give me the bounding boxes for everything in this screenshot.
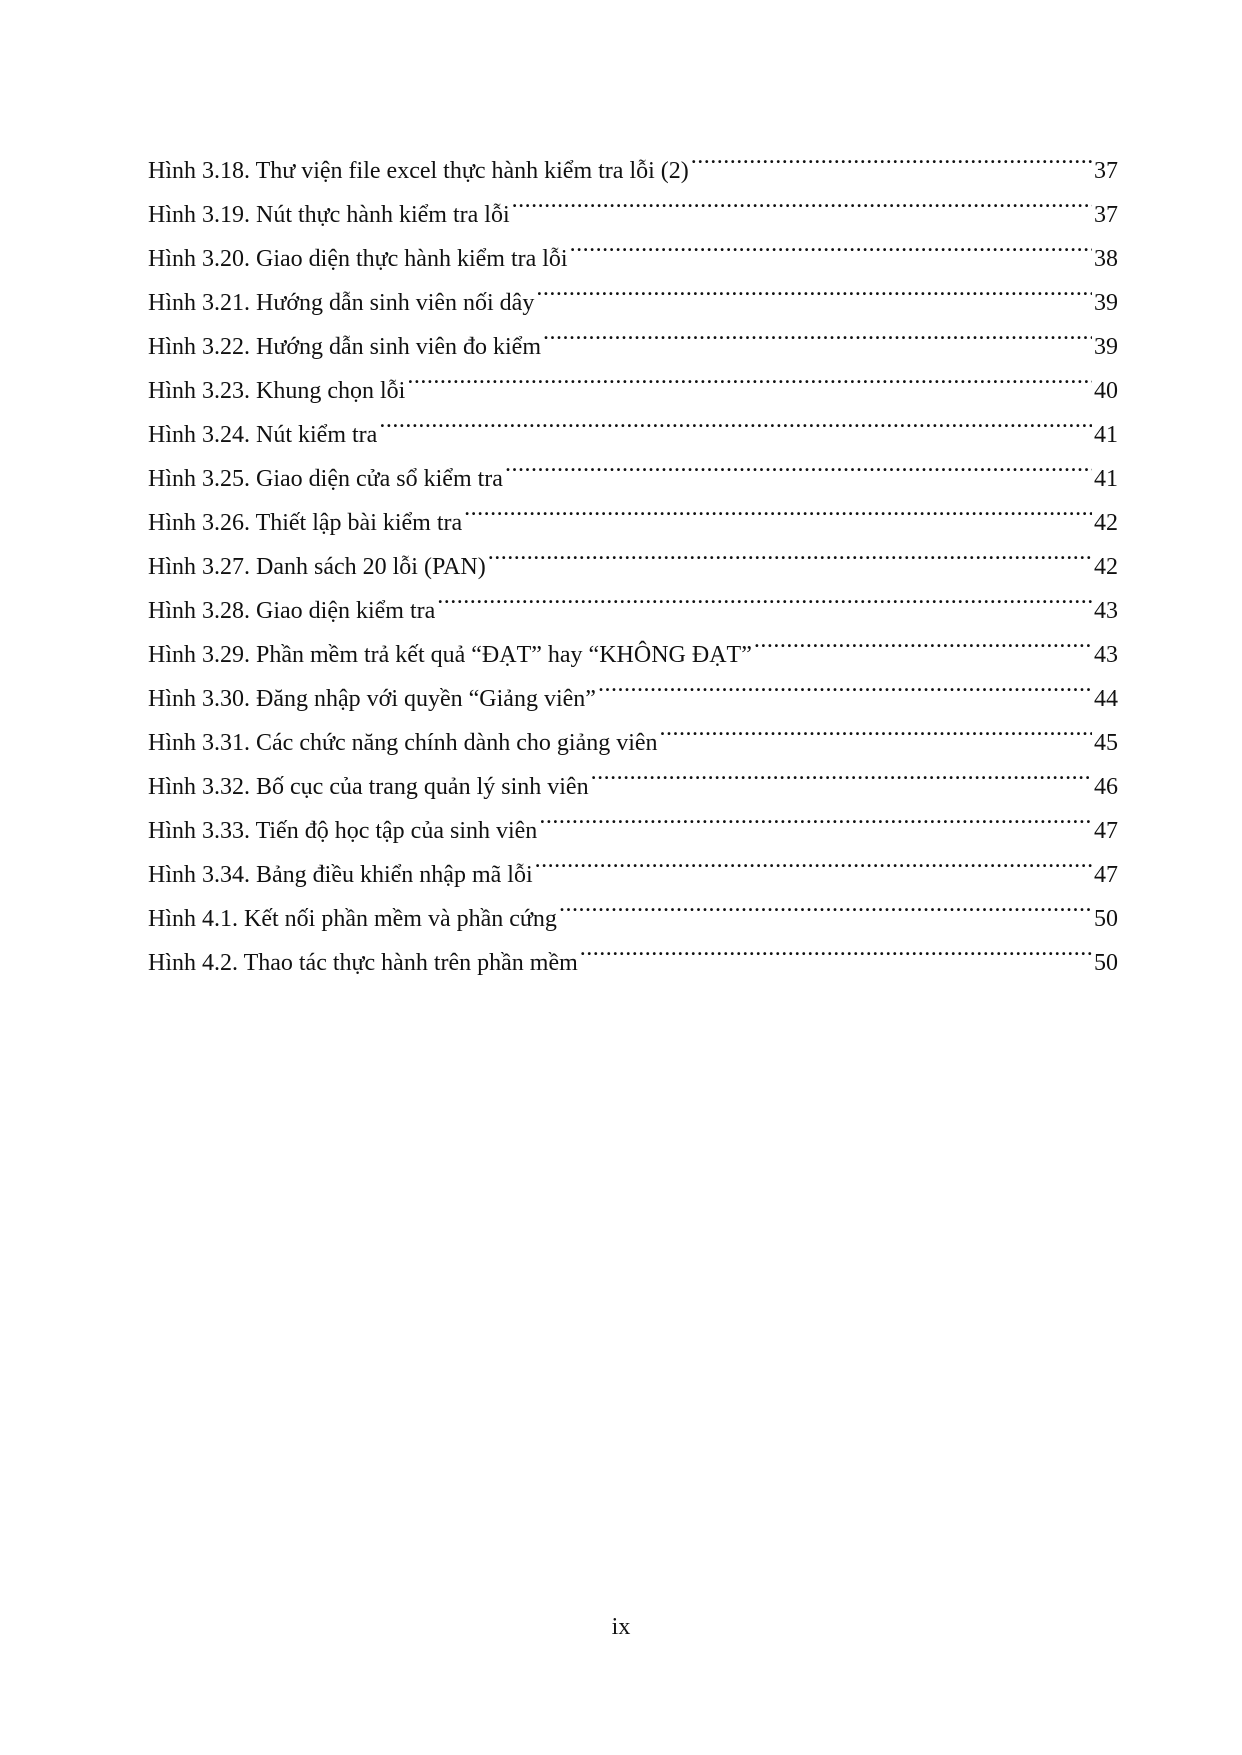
dot-leader <box>437 574 1092 618</box>
toc-entry-page: 40 <box>1094 378 1118 404</box>
toc-entry-label: Hình 3.19. Nút thực hành kiểm tra lỗi <box>148 202 510 228</box>
toc-entry-label: Hình 3.26. Thiết lập bài kiểm tra <box>148 510 463 536</box>
dot-leader <box>536 266 1092 310</box>
dot-leader <box>591 750 1092 794</box>
toc-entry-label: Hình 3.31. Các chức năng chính dành cho giảng viên <box>148 730 658 756</box>
toc-entry-label: Hình 3.22. Hướng dẫn sinh viên đo kiểm <box>148 334 541 360</box>
toc-entry-page: 41 <box>1094 422 1118 448</box>
toc-entry-page: 44 <box>1094 686 1118 712</box>
toc-entry-page: 39 <box>1094 334 1118 360</box>
toc-entry-page: 46 <box>1094 774 1118 800</box>
toc-entry-page: 45 <box>1094 730 1118 756</box>
toc-entry-page: 47 <box>1094 862 1118 888</box>
toc-entry-page: 43 <box>1094 642 1118 668</box>
toc-entry-page: 37 <box>1094 202 1118 228</box>
dot-leader <box>535 838 1092 882</box>
dot-leader <box>488 530 1092 574</box>
page-number: ix <box>611 1614 631 1640</box>
dot-leader <box>570 222 1092 266</box>
dot-leader <box>379 398 1092 442</box>
toc-entry-page: 37 <box>1094 158 1118 184</box>
dot-leader <box>559 882 1092 926</box>
dot-leader <box>598 662 1092 706</box>
toc-entry-label: Hình 3.21. Hướng dẫn sinh viên nối dây <box>148 290 535 316</box>
toc-entry-page: 50 <box>1094 906 1118 932</box>
toc-entry-page: 47 <box>1094 818 1118 844</box>
toc-entry-label: Hình 3.18. Thư viện file excel thực hành kiểm tra lỗi (2) <box>148 158 689 184</box>
toc-entry-label: Hình 3.29. Phần mềm trả kết quả “ĐẠT” hay “KHÔNG ĐẠT” <box>148 642 752 668</box>
toc-entry-label: Hình 3.28. Giao diện kiểm tra <box>148 598 436 624</box>
toc-entry-page: 42 <box>1094 510 1118 536</box>
toc-entry-label: Hình 3.33. Tiến độ học tập của sinh viên <box>148 818 538 844</box>
toc-entry-page: 42 <box>1094 554 1118 580</box>
toc-entry-label: Hình 4.1. Kết nối phần mềm và phần cứng <box>148 906 557 932</box>
toc-entry-page: 38 <box>1094 246 1118 272</box>
dot-leader <box>580 926 1092 970</box>
toc-entry-page: 43 <box>1094 598 1118 624</box>
dot-leader <box>407 354 1092 398</box>
dot-leader <box>464 486 1092 530</box>
dot-leader <box>505 442 1092 486</box>
toc-entry-label: Hình 3.27. Danh sách 20 lỗi (PAN) <box>148 554 486 580</box>
dot-leader <box>691 134 1092 178</box>
toc-entry-label: Hình 4.2. Thao tác thực hành trên phần mềm <box>148 950 578 976</box>
toc-entry-label: Hình 3.24. Nút kiểm tra <box>148 422 378 448</box>
toc-entry-label: Hình 3.20. Giao diện thực hành kiểm tra lỗi <box>148 246 568 272</box>
dot-leader <box>512 178 1092 222</box>
dot-leader <box>543 310 1092 354</box>
toc-entry-page: 50 <box>1094 950 1118 976</box>
toc-entry-label: Hình 3.32. Bố cục của trang quản lý sinh viên <box>148 774 589 800</box>
toc-entry-label: Hình 3.23. Khung chọn lỗi <box>148 378 406 404</box>
toc-entry-page: 41 <box>1094 466 1118 492</box>
toc-entry-label: Hình 3.30. Đăng nhập với quyền “Giảng viên” <box>148 686 596 712</box>
list-of-figures <box>148 134 1118 976</box>
dot-leader <box>754 618 1092 662</box>
toc-entry-label: Hình 3.25. Giao diện cửa sổ kiểm tra <box>148 466 503 492</box>
toc-entry-page: 39 <box>1094 290 1118 316</box>
dot-leader <box>660 706 1092 750</box>
dot-leader <box>539 794 1092 838</box>
toc-entry-label: Hình 3.34. Bảng điều khiển nhập mã lỗi <box>148 862 533 888</box>
toc-entry <box>148 134 1118 184</box>
